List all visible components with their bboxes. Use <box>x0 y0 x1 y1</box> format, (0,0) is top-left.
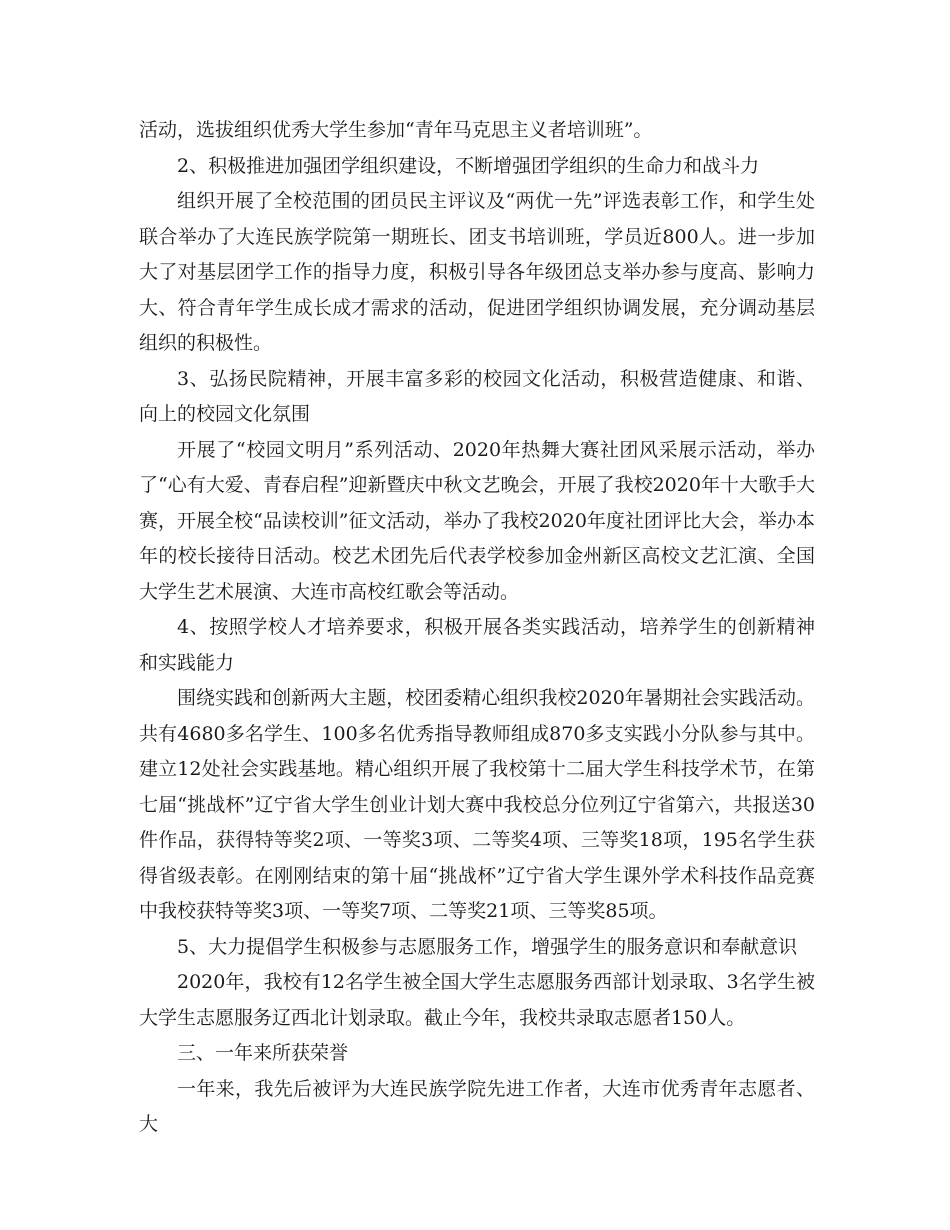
paragraph-org-building: 组织开展了全校范围的团员民主评议及“两优一先”评选表彰工作，和学生处联合举办了大连民族学院第一期班长、团支书培训班，学员近800人。进一步加大了对基层团学工作的指导力度，积极引导各年级团总支举办参与度高、影响力大、符合青年学生成长成才需求的活动，促进团学组织协调发展，充分调动基层组织的积极性。 <box>139 190 815 354</box>
section-heading-2: 2、积极推进加强团学组织建设，不断增强团学组织的生命力和战斗力 <box>177 154 760 177</box>
paragraph-campus-culture: 开展了“校园文明月”系列活动、2020年热舞大赛社团风采展示活动，举办了“心有大爱、青春启程”迎新暨庆中秋文艺晚会，开展了我校2020年十大歌手大赛，开展全校“品读校训”征文活动，举办了我校2020年度社团评比大会，举办本年的校长接待日活动。校艺术团先后代表学校参加金州新区高校文艺汇演、全国大学生艺术展演、大连市高校红歌会等活动。 <box>139 438 815 603</box>
section-heading-3: 3、弘扬民院精神，开展丰富多彩的校园文化活动，积极营造健康、和谐、向上的校园文化氛围 <box>139 367 815 425</box>
paragraph-continuation: 活动，选拔组织优秀大学生参加“青年马克思主义者培训班”。 <box>139 119 653 141</box>
paragraph-practice-activities: 围绕实践和创新两大主题，校团委精心组织我校2020年暑期社会实践活动。共有4680多名学生、100多名优秀指导教师组成870多支实践小分队参与其中。建立12处社会实践基地。精心组织开展了我校第十二届大学生科技学术节，在第七届“挑战杯”辽宁省大学生创业计划大赛中我校总分位列辽宁省第六，共报送30件作品，获得特等奖2项、一等奖3项、二等奖4项、三等奖18项，195名学生获得省级表彰。在刚刚结束的第十届“挑战杯”辽宁省大学生课外学术科技作品竞赛中我校获特等奖3项、一等奖7项、二等奖21项、三等奖85项。 <box>139 687 815 922</box>
section-heading-5: 5、大力提倡学生积极参与志愿服务工作，增强学生的服务意识和奉献意识 <box>177 935 798 958</box>
section-heading-4: 4、按照学校人才培养要求，积极开展各类实践活动，培养学生的创新精神和实践能力 <box>139 616 815 674</box>
paragraph-honors: 一年来，我先后被评为大连民族学院先进工作者，大连市优秀青年志愿者、大 <box>139 1077 815 1135</box>
document-body <box>139 113 815 1143</box>
section-heading-honors: 三、一年来所获荣誉 <box>177 1042 349 1064</box>
paragraph-volunteer-service: 2020年，我校有12名学生被全国大学生志愿服务西部计划录取、3名学生被大学生志愿服务辽西北计划录取。截止今年，我校共录取志愿者150人。 <box>139 971 815 1029</box>
